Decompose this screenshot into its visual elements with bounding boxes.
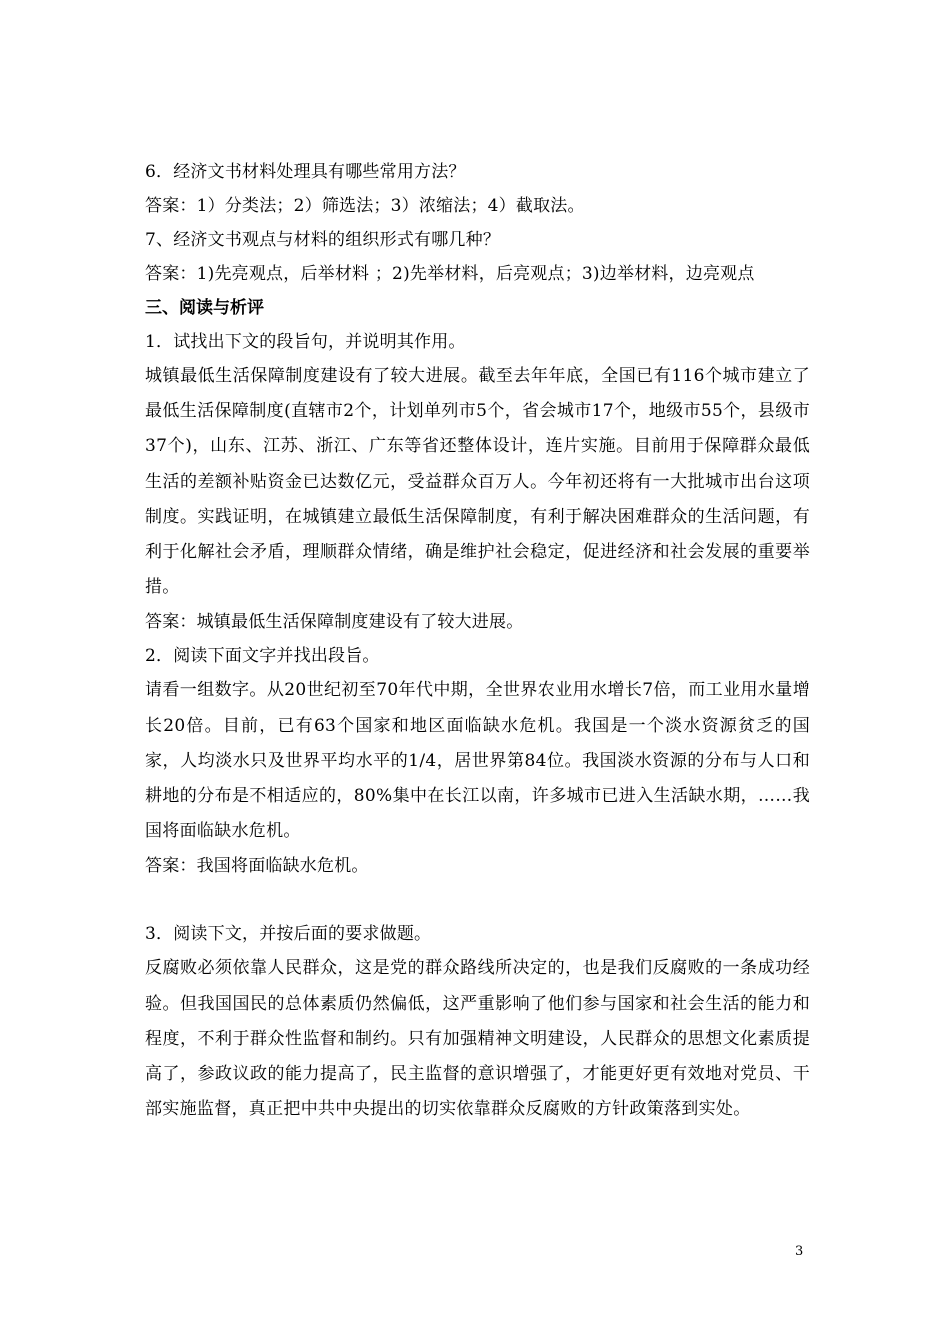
reading-2-passage: 请看一组数字。从20世纪初至70年代中期，全世界农业用水增长7倍，而工业用水量增长20倍。目前，已有63个国家和地区面临缺水危机。我国是一个淡水资源贫乏的国家，人均淡水只及世界平均水平的1/4，居世界第84位。我国淡水资源的分布与人口和耕地的分布是不相适应的，80%集中在长江以南，许多城市已进入生活缺水期，……我国将面临缺水危机。 bbox=[145, 680, 810, 842]
section-heading: 三、阅读与析评 bbox=[145, 298, 264, 318]
question-6: 6．经济文书材料处理具有哪些常用方法？ bbox=[145, 162, 466, 182]
reading-2-prompt: 2．阅读下面文字并找出段旨。 bbox=[145, 646, 380, 667]
reading-3-prompt: 3．阅读下文，并按后面的要求做题。 bbox=[145, 924, 432, 945]
reading-1-prompt: 1．试找出下文的段旨句，并说明其作用。 bbox=[145, 332, 466, 352]
page-content bbox=[145, 155, 810, 1127]
reading-1-passage: 城镇最低生活保障制度建设有了较大进展。截至去年年底，全国已有116个城市建立了最低生活保障制度(直辖市2个，计划单列市5个，省会城市17个，地级市55个，县级市37个)，山东、江苏、浙江、广东等省还整体设计，连片实施。目前用于保障群众最低生活的差额补贴资金已达数亿元，受益群众百万人。今年初还将有一大批城市出台这项制度。实践证明，在城镇建立最低生活保障制度，有利于解决困难群众的生活问题，有利于化解社会矛盾，理顺群众情绪，确是维护社会稳定，促进经济和社会发展的重要举措。 bbox=[145, 366, 810, 598]
reading-2-answer: 答案：我国将面临缺水危机。 bbox=[145, 856, 369, 877]
reading-3-passage: 反腐败必须依靠人民群众，这是党的群众路线所决定的，也是我们反腐败的一条成功经验。但我国国民的总体素质仍然偏低，这严重影响了他们参与国家和社会生活的能力和程度，不利于群众性监督和制约。只有加强精神文明建设，人民群众的思想文化素质提高了，参政议政的能力提高了，民主监督的意识增强了，才能更好更有效地对党员、干部实施监督，真正把中共中央提出的切实依靠群众反腐败的方针政策落到实处。 bbox=[145, 958, 810, 1120]
question-7: 7、经济文书观点与材料的组织形式有哪几种？ bbox=[145, 230, 501, 250]
reading-1-answer: 答案：城镇最低生活保障制度建设有了较大进展。 bbox=[145, 612, 524, 633]
blank-line bbox=[145, 883, 810, 917]
page-number: 3 bbox=[795, 1244, 804, 1259]
answer-7: 答案：1)先亮观点，后举材料 ；2)先举材料，后亮观点；3)边举材料，边亮观点 bbox=[145, 264, 755, 284]
answer-6: 答案：1）分类法；2）筛选法；3）浓缩法；4）截取法。 bbox=[145, 196, 585, 216]
